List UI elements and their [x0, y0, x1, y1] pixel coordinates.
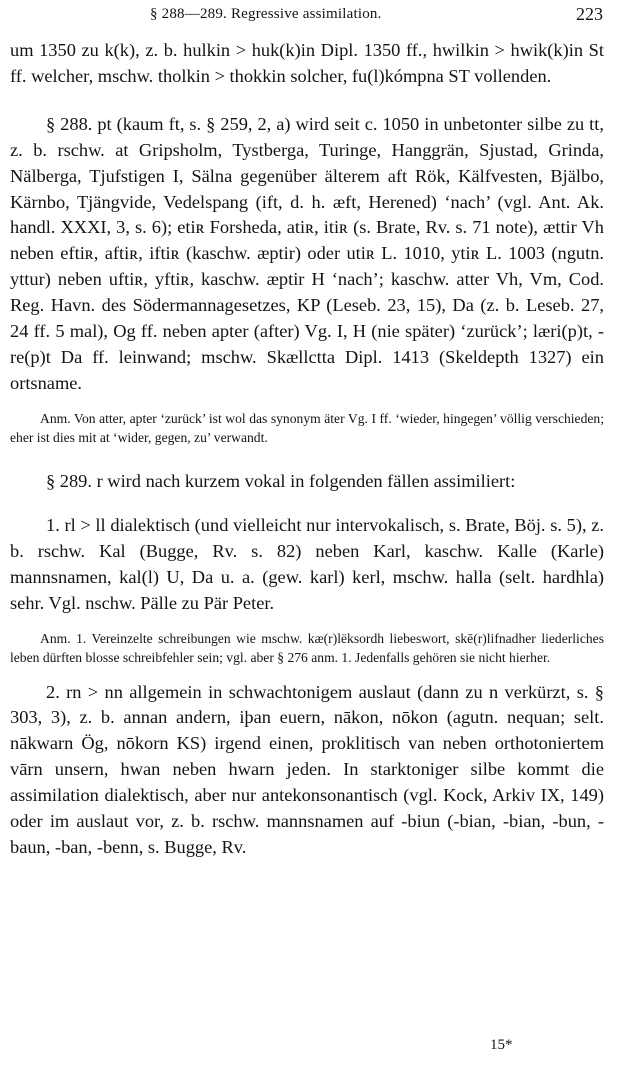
paragraph-289-point-1: 1. rl > ll dialektisch (und vielleicht nur intervokalisch, s. Brate, Böj. s. 5), z. b. rschw. Kal (Bugge, Rv. s. 82) neben Karl, kaschw. Kalle (Karle) mannsnamen, kal(l) U, Da u. a. (gew. karl) kerl, mschw. halla (selt. hardhla) sehr. Vgl. nschw. Pälle zu Pär Peter. [10, 515, 604, 613]
paragraph-section-288: § 288. pt (kaum ft, s. § 259, 2, a) wird seit c. 1050 in unbetonter silbe zu tt, z. b. rschw. at Gripsholm, Tystberga, Turinge, Hanggrän, Sjustad, Grinda, Nälberga, Tjufstigen I, Sälna gegenüber älterem aft Rök, Kälfvesten, Bjälbo, Kärnbo, Tjängvide, Vedelspang (ift, d. h. æft, Herened) ‘nach’ (vgl. Ant. Ak. handl. XXXI, 3, s. 6); etiʀ Forsheda, atiʀ, itiʀ (s. Brate, Rv. s. 71 note), ættir Vh neben eftiʀ, aftiʀ, iftiʀ (kaschw. æptir) oder utiʀ L. 1010, ytiʀ L. 1003 (ngutn. yttur) neben uftiʀ, yftiʀ, kaschw. æptir H ‘nach’; kaschw. atter Vh, Vm, Cod. Reg. Havn. des Södermannagesetzes, KP (Leseb. 23, 15), Da (z. b. Leseb. 27, 24 ff. 5 mal), Og ff. neben apter (after) Vg. I, H (nie später) ‘zurück’; læri(p)t, -re(p)t Da ff. leinwand; mschw. Skællctta Dipl. 1413 (Skeldepth 1327) ein ortsname. [10, 113, 604, 393]
paragraph-continuation: um 1350 zu k(k), z. b. hulkin > huk(k)in Dipl. 1350 ff., hwilkin > hwik(k)in St ff. welcher, mschw. tholkin > thokkin solcher, fu(l)kómpna ST vollenden. [10, 40, 604, 86]
note-289-1: Anm. 1. Vereinzelte schreibungen wie mschw. kæ(r)lëksordh liebeswort, skē(r)lifnadher liederliches leben dürften blosse schreibfehler sein; vgl. aber § 276 anm. 1. Jedenfalls gehören sie nicht hierher. [10, 630, 604, 666]
paragraph-289-point-2: 2. rn > nn allgemein in schwachtonigem auslaut (dann zu n verkürzt, s. § 303, 3), z. b. annan andern, iþan euern, nākon, nōkon (agutn. nequan; selt. nākwarn Ög, nōkorn KS) irgend einen, proklitisch van neben orthotoniertem vārn unsern, hwan neben hwarn jeden. In starktoniger silbe kommt die assimilation dialektisch, aber nur antekonsonantisch (vgl. Kock, Arkiv IX, 149) oder im auslaut vor, z. b. rschw. mannsnamen auf -biun (-bian, -bian, -bun, -baun, -ban, -benn, s. Bugge, Rv. [10, 681, 604, 857]
header-title [150, 6, 382, 23]
note-288: Anm. Von atter, apter ‘zurück’ ist wol das synonym äter Vg. I ff. ‘wieder, hingegen’ völlig verschieden; eher ist dies mit at ‘wider, gegen, zu’ verwandt. [10, 410, 604, 446]
page-body [10, 38, 604, 861]
header-section-range: § 288—289. [150, 6, 227, 22]
paragraph-section-289: § 289. r wird nach kurzem vokal in folgenden fällen assimiliert: [46, 471, 516, 492]
running-header [0, 4, 621, 26]
page-number: 223 [576, 4, 603, 24]
signature-mark: 15* [490, 1037, 513, 1053]
header-title-text: Regressive assimilation. [230, 6, 382, 22]
